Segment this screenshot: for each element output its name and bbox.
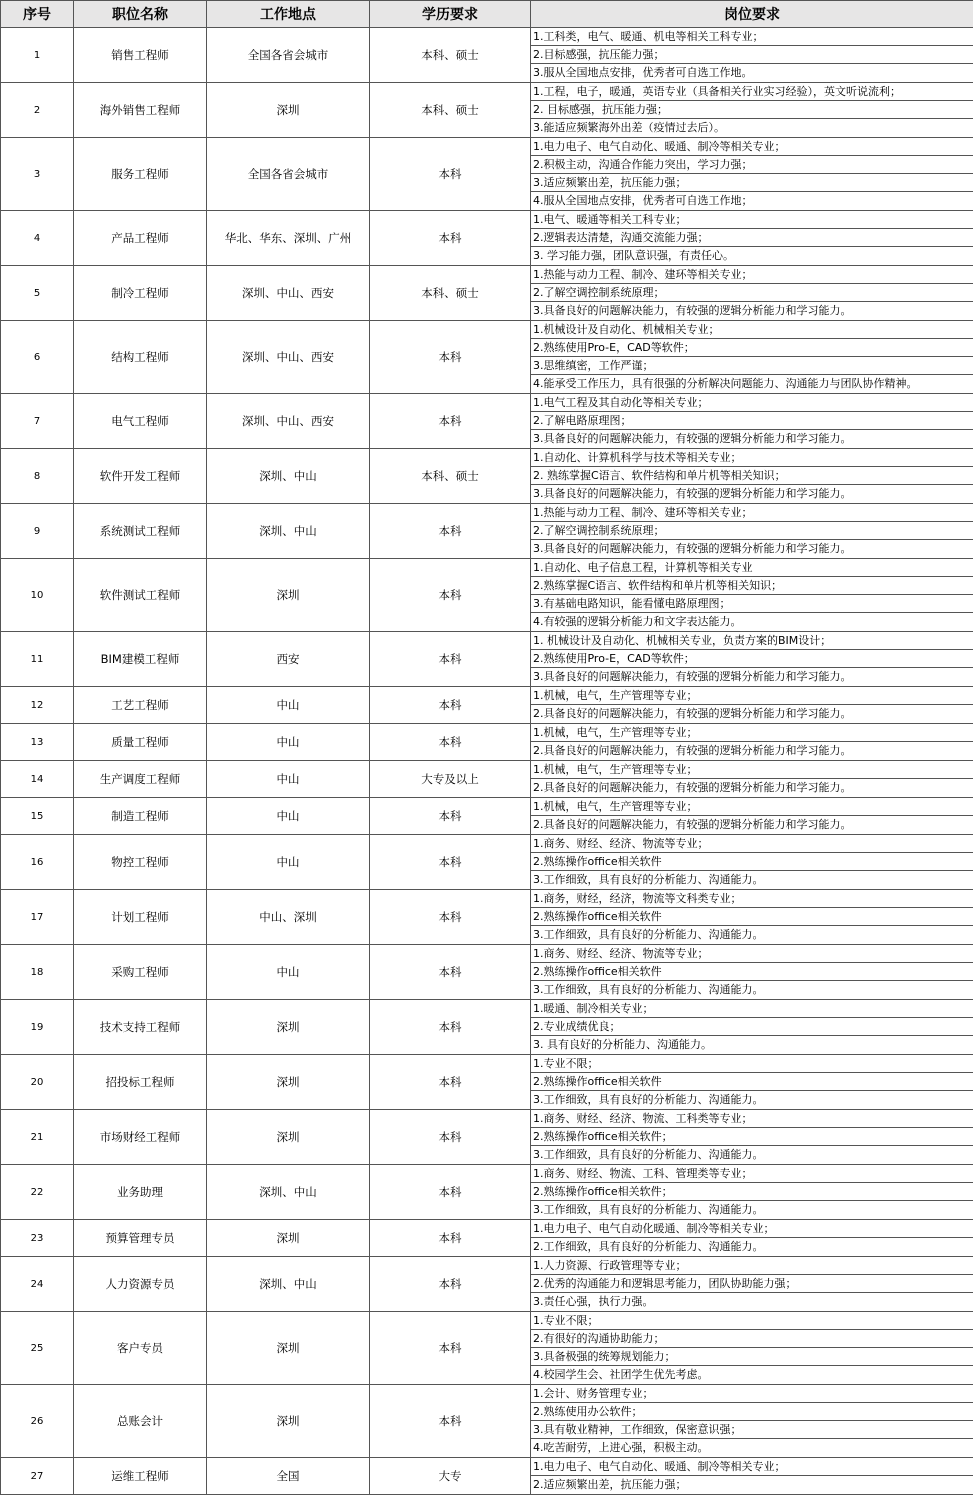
- cell-title: 服务工程师: [74, 138, 207, 211]
- table-row: [1, 1312, 973, 1385]
- cell-location: 中山: [207, 724, 370, 761]
- cell-requirements: [531, 138, 973, 211]
- cell-title: 工艺工程师: [74, 687, 207, 724]
- requirement-line: 1.机械，电气，生产管理等专业；: [531, 724, 973, 742]
- cell-title: 物控工程师: [74, 835, 207, 890]
- table-row: [1, 945, 973, 1000]
- cell-education: 大专: [370, 1458, 531, 1495]
- cell-num: 3: [1, 138, 74, 211]
- cell-location: 华北、华东、深圳、广州: [207, 211, 370, 266]
- requirement-line: 3.能适应频繁海外出差（疫情过去后）。: [531, 119, 973, 137]
- cell-title: 产品工程师: [74, 211, 207, 266]
- requirement-line: 1.商务、财经、物流、工科、管理类等专业；: [531, 1165, 973, 1183]
- requirement-line: 3.工作细致，具有良好的分析能力、沟通能力。: [531, 1146, 973, 1164]
- requirement-line: 1.暖通、制冷相关专业；: [531, 1000, 973, 1018]
- cell-location: 中山: [207, 687, 370, 724]
- table-row: [1, 1000, 973, 1055]
- requirement-line: 3.具备良好的问题解决能力，有较强的逻辑分析能力和学习能力。: [531, 430, 973, 448]
- table-row: [1, 138, 973, 211]
- cell-requirements: [531, 1165, 973, 1220]
- requirement-line: 3.具有敬业精神，工作细致，保密意识强；: [531, 1421, 973, 1439]
- table-row: [1, 798, 973, 835]
- cell-education: 本科: [370, 1312, 531, 1385]
- cell-education: 本科: [370, 687, 531, 724]
- cell-education: 本科: [370, 559, 531, 632]
- requirement-line: 1.专业不限；: [531, 1312, 973, 1330]
- cell-requirements: [531, 394, 973, 449]
- cell-title: 质量工程师: [74, 724, 207, 761]
- table-body: [1, 28, 973, 1495]
- cell-location: 深圳: [207, 1312, 370, 1385]
- cell-title: BIM建模工程师: [74, 632, 207, 687]
- cell-num: 1: [1, 28, 74, 83]
- header-education: 学历要求: [370, 1, 531, 28]
- cell-education: 本科: [370, 1385, 531, 1458]
- cell-location: 深圳、中山、西安: [207, 266, 370, 321]
- cell-requirements: [531, 724, 973, 761]
- cell-title: 制造工程师: [74, 798, 207, 835]
- cell-title: 销售工程师: [74, 28, 207, 83]
- cell-requirements: [531, 1312, 973, 1385]
- requirement-line: 1.电气、暖通等相关工科专业；: [531, 211, 973, 229]
- cell-num: 6: [1, 321, 74, 394]
- cell-education: 本科: [370, 798, 531, 835]
- cell-education: 本科: [370, 211, 531, 266]
- cell-requirements: [531, 761, 973, 798]
- cell-title: 制冷工程师: [74, 266, 207, 321]
- cell-num: 15: [1, 798, 74, 835]
- cell-requirements: [531, 559, 973, 632]
- requirement-line: 2.专业成绩优良；: [531, 1018, 973, 1036]
- table-row: [1, 1385, 973, 1458]
- requirement-line: 1.机械，电气，生产管理等专业；: [531, 798, 973, 816]
- cell-location: 深圳、中山: [207, 504, 370, 559]
- cell-education: 本科、硕士: [370, 28, 531, 83]
- requirement-line: 2.熟练掌握C语言、软件结构和单片机等相关知识；: [531, 577, 973, 595]
- cell-education: 本科: [370, 724, 531, 761]
- requirement-line: 1.商务，财经，经济，物流等文科类专业；: [531, 890, 973, 908]
- requirement-line: 4.服从全国地点安排，优秀者可自选工作地；: [531, 192, 973, 210]
- requirement-line: 3.服从全国地点安排，优秀者可自选工作地。: [531, 64, 973, 82]
- table-row: [1, 211, 973, 266]
- requirement-line: 1.商务、财经、经济、物流等专业；: [531, 945, 973, 963]
- table-row: [1, 724, 973, 761]
- requirement-line: 2.目标感强，抗压能力强；: [531, 46, 973, 64]
- requirement-line: 4.能承受工作压力，具有很强的分析解决问题能力、沟通能力与团队协作精神。: [531, 375, 973, 393]
- requirement-line: 1.自动化、电子信息工程，计算机等相关专业: [531, 559, 973, 577]
- requirement-line: 1.热能与动力工程、制冷、建环等相关专业；: [531, 504, 973, 522]
- table-row: [1, 1220, 973, 1257]
- cell-num: 22: [1, 1165, 74, 1220]
- header-num: 序号: [1, 1, 74, 28]
- requirement-line: 2.熟练使用Pro-E，CAD等软件；: [531, 339, 973, 357]
- table-row: [1, 449, 973, 504]
- cell-requirements: [531, 1458, 973, 1495]
- cell-location: 深圳: [207, 1110, 370, 1165]
- cell-title: 生产调度工程师: [74, 761, 207, 798]
- requirement-line: 1.电气工程及其自动化等相关专业；: [531, 394, 973, 412]
- requirement-line: 4.校园学生会、社团学生优先考虑。: [531, 1366, 973, 1384]
- requirement-line: 1.电力电子、电气自动化暖通、制冷等相关专业；: [531, 1220, 973, 1238]
- cell-education: 本科: [370, 504, 531, 559]
- table-row: [1, 1165, 973, 1220]
- requirement-line: 2.具备良好的问题解决能力，有较强的逻辑分析能力和学习能力。: [531, 742, 973, 760]
- requirement-line: 2.熟练操作office相关软件；: [531, 1128, 973, 1146]
- cell-requirements: [531, 945, 973, 1000]
- cell-title: 招投标工程师: [74, 1055, 207, 1110]
- requirement-line: 3.工作细致，具有良好的分析能力、沟通能力。: [531, 926, 973, 944]
- requirement-line: 2.熟练操作office相关软件: [531, 853, 973, 871]
- cell-location: 深圳、中山: [207, 1165, 370, 1220]
- cell-location: 深圳: [207, 1055, 370, 1110]
- cell-requirements: [531, 1055, 973, 1110]
- requirement-line: 1.机械，电气，生产管理等专业；: [531, 761, 973, 779]
- cell-location: 深圳: [207, 1000, 370, 1055]
- cell-title: 预算管理专员: [74, 1220, 207, 1257]
- table-row: [1, 1110, 973, 1165]
- cell-title: 软件测试工程师: [74, 559, 207, 632]
- table-row: [1, 266, 973, 321]
- requirement-line: 3.具备良好的问题解决能力，有较强的逻辑分析能力和学习能力。: [531, 540, 973, 558]
- table-row: [1, 1458, 973, 1495]
- requirement-line: 2.熟练使用Pro-E，CAD等软件；: [531, 650, 973, 668]
- cell-num: 12: [1, 687, 74, 724]
- requirement-line: 2.有很好的沟通协助能力；: [531, 1330, 973, 1348]
- requirement-line: 4.吃苦耐劳，上进心强，积极主动。: [531, 1439, 973, 1457]
- cell-location: 深圳、中山、西安: [207, 321, 370, 394]
- requirement-line: 3.有基础电路知识，能看懂电路原理图；: [531, 595, 973, 613]
- header-requirements: 岗位要求: [531, 1, 973, 28]
- cell-location: 全国各省会城市: [207, 138, 370, 211]
- cell-education: 本科: [370, 1220, 531, 1257]
- cell-education: 本科: [370, 1055, 531, 1110]
- table-row: [1, 321, 973, 394]
- cell-education: 本科: [370, 945, 531, 1000]
- requirement-line: 1.会计、财务管理专业；: [531, 1385, 973, 1403]
- cell-num: 10: [1, 559, 74, 632]
- table-row: [1, 83, 973, 138]
- requirement-line: 1.自动化、计算机科学与技术等相关专业；: [531, 449, 973, 467]
- cell-title: 海外销售工程师: [74, 83, 207, 138]
- cell-location: 中山: [207, 798, 370, 835]
- cell-education: 本科: [370, 321, 531, 394]
- requirement-line: 2.优秀的沟通能力和逻辑思考能力，团队协助能力强；: [531, 1275, 973, 1293]
- cell-title: 采购工程师: [74, 945, 207, 1000]
- cell-requirements: [531, 321, 973, 394]
- cell-num: 7: [1, 394, 74, 449]
- requirement-line: 2. 熟练掌握C语言、软件结构和单片机等相关知识；: [531, 467, 973, 485]
- requirement-line: 1.电力电子、电气自动化、暖通、制冷等相关专业；: [531, 1458, 973, 1476]
- requirement-line: 3.具备良好的问题解决能力，有较强的逻辑分析能力和学习能力。: [531, 302, 973, 320]
- requirement-line: 3.工作细致，具有良好的分析能力、沟通能力。: [531, 871, 973, 889]
- cell-num: 20: [1, 1055, 74, 1110]
- cell-location: 深圳: [207, 559, 370, 632]
- cell-requirements: [531, 835, 973, 890]
- requirement-line: 3.具备极强的统筹规划能力；: [531, 1348, 973, 1366]
- requirement-line: 1.商务、财经、经济、物流等专业；: [531, 835, 973, 853]
- cell-location: 中山: [207, 761, 370, 798]
- header-location: 工作地点: [207, 1, 370, 28]
- cell-requirements: [531, 1385, 973, 1458]
- cell-education: 本科: [370, 1165, 531, 1220]
- cell-education: 本科、硕士: [370, 83, 531, 138]
- requirement-line: 1.电力电子、电气自动化、暖通、制冷等相关专业；: [531, 138, 973, 156]
- cell-num: 4: [1, 211, 74, 266]
- table-row: [1, 504, 973, 559]
- cell-requirements: [531, 83, 973, 138]
- cell-num: 27: [1, 1458, 74, 1495]
- table-row: [1, 28, 973, 83]
- requirement-line: 1.商务、财经、经济、物流、工科类等专业；: [531, 1110, 973, 1128]
- cell-num: 11: [1, 632, 74, 687]
- cell-requirements: [531, 1110, 973, 1165]
- requirement-line: 2.熟练操作office相关软件: [531, 908, 973, 926]
- cell-title: 软件开发工程师: [74, 449, 207, 504]
- cell-location: 深圳: [207, 1220, 370, 1257]
- cell-requirements: [531, 266, 973, 321]
- requirement-line: 2.熟练操作office相关软件；: [531, 1183, 973, 1201]
- cell-requirements: [531, 1257, 973, 1312]
- table-row: [1, 394, 973, 449]
- cell-num: 5: [1, 266, 74, 321]
- cell-location: 深圳: [207, 83, 370, 138]
- requirement-line: 2.了解空调控制系统原理；: [531, 522, 973, 540]
- table-row: [1, 632, 973, 687]
- cell-education: 本科、硕士: [370, 266, 531, 321]
- cell-num: 19: [1, 1000, 74, 1055]
- requirement-line: 1.专业不限；: [531, 1055, 973, 1073]
- requirement-line: 2.适应频繁出差，抗压能力强；: [531, 1476, 973, 1494]
- header-row: [1, 1, 973, 28]
- cell-title: 电气工程师: [74, 394, 207, 449]
- cell-location: 全国: [207, 1458, 370, 1495]
- requirement-line: 1. 机械设计及自动化、机械相关专业，负责方案的BIM设计；: [531, 632, 973, 650]
- requirement-line: 2.积极主动，沟通合作能力突出，学习力强；: [531, 156, 973, 174]
- requirement-line: 3.具备良好的问题解决能力，有较强的逻辑分析能力和学习能力。: [531, 485, 973, 503]
- requirement-line: 2.具备良好的问题解决能力，有较强的逻辑分析能力和学习能力。: [531, 816, 973, 834]
- requirement-line: 3.具备良好的问题解决能力，有较强的逻辑分析能力和学习能力。: [531, 668, 973, 686]
- cell-title: 计划工程师: [74, 890, 207, 945]
- requirement-line: 3.责任心强，执行力强。: [531, 1293, 973, 1311]
- cell-num: 13: [1, 724, 74, 761]
- cell-title: 人力资源专员: [74, 1257, 207, 1312]
- cell-requirements: [531, 1220, 973, 1257]
- cell-location: 全国各省会城市: [207, 28, 370, 83]
- requirement-line: 2.熟练操作office相关软件: [531, 963, 973, 981]
- requirement-line: 2.了解空调控制系统原理；: [531, 284, 973, 302]
- requirement-line: 2. 目标感强，抗压能力强；: [531, 101, 973, 119]
- table-header: [1, 1, 973, 28]
- table-row: [1, 559, 973, 632]
- cell-location: 深圳: [207, 1385, 370, 1458]
- cell-num: 9: [1, 504, 74, 559]
- requirement-line: 3.适应频繁出差，抗压能力强；: [531, 174, 973, 192]
- cell-requirements: [531, 1000, 973, 1055]
- cell-location: 深圳、中山: [207, 1257, 370, 1312]
- requirement-line: 1.工程，电子，暖通，英语专业（具备相关行业实习经验），英文听说流利；: [531, 83, 973, 101]
- cell-title: 市场财经工程师: [74, 1110, 207, 1165]
- cell-title: 技术支持工程师: [74, 1000, 207, 1055]
- cell-requirements: [531, 449, 973, 504]
- header-title: 职位名称: [74, 1, 207, 28]
- requirement-line: 2.工作细致，具有良好的分析能力、沟通能力。: [531, 1238, 973, 1256]
- requirement-line: 4.有较强的逻辑分析能力和文字表达能力。: [531, 613, 973, 631]
- requirement-line: 1.机械设计及自动化、机械相关专业；: [531, 321, 973, 339]
- requirement-line: 3. 学习能力强，团队意识强，有责任心。: [531, 247, 973, 265]
- cell-num: 14: [1, 761, 74, 798]
- cell-requirements: [531, 798, 973, 835]
- cell-requirements: [531, 504, 973, 559]
- cell-location: 深圳、中山、西安: [207, 394, 370, 449]
- requirement-line: 2.逻辑表达清楚，沟通交流能力强；: [531, 229, 973, 247]
- requirement-line: 1.人力资源、行政管理等专业；: [531, 1257, 973, 1275]
- requirement-line: 1.工科类，电气、暖通、机电等相关工科专业；: [531, 28, 973, 46]
- cell-location: 西安: [207, 632, 370, 687]
- table-row: [1, 890, 973, 945]
- cell-num: 24: [1, 1257, 74, 1312]
- cell-title: 业务助理: [74, 1165, 207, 1220]
- requirement-line: 3.工作细致，具有良好的分析能力、沟通能力。: [531, 981, 973, 999]
- cell-num: 18: [1, 945, 74, 1000]
- cell-requirements: [531, 890, 973, 945]
- cell-title: 结构工程师: [74, 321, 207, 394]
- cell-num: 17: [1, 890, 74, 945]
- requirement-line: 2.具备良好的问题解决能力，有较强的逻辑分析能力和学习能力。: [531, 779, 973, 797]
- cell-education: 本科、硕士: [370, 449, 531, 504]
- cell-num: 23: [1, 1220, 74, 1257]
- cell-education: 本科: [370, 1000, 531, 1055]
- cell-num: 21: [1, 1110, 74, 1165]
- cell-location: 中山、深圳: [207, 890, 370, 945]
- cell-num: 8: [1, 449, 74, 504]
- cell-requirements: [531, 211, 973, 266]
- cell-education: 本科: [370, 835, 531, 890]
- cell-location: 深圳、中山: [207, 449, 370, 504]
- cell-location: 中山: [207, 835, 370, 890]
- cell-education: 本科: [370, 394, 531, 449]
- cell-requirements: [531, 687, 973, 724]
- cell-num: 16: [1, 835, 74, 890]
- table-row: [1, 687, 973, 724]
- requirement-line: 2.具备良好的问题解决能力，有较强的逻辑分析能力和学习能力。: [531, 705, 973, 723]
- requirement-line: 3.思维缜密，工作严谨；: [531, 357, 973, 375]
- cell-requirements: [531, 28, 973, 83]
- cell-location: 中山: [207, 945, 370, 1000]
- cell-education: 本科: [370, 138, 531, 211]
- cell-num: 2: [1, 83, 74, 138]
- cell-title: 运维工程师: [74, 1458, 207, 1495]
- requirement-line: 3.工作细致，具有良好的分析能力、沟通能力。: [531, 1091, 973, 1109]
- cell-num: 25: [1, 1312, 74, 1385]
- cell-education: 本科: [370, 1257, 531, 1312]
- cell-education: 本科: [370, 1110, 531, 1165]
- table-row: [1, 1257, 973, 1312]
- cell-requirements: [531, 632, 973, 687]
- requirement-line: 1.机械，电气，生产管理等专业；: [531, 687, 973, 705]
- cell-num: 26: [1, 1385, 74, 1458]
- table-row: [1, 1055, 973, 1110]
- requirement-line: 1.热能与动力工程、制冷、建环等相关专业；: [531, 266, 973, 284]
- cell-education: 本科: [370, 890, 531, 945]
- cell-title: 客户专员: [74, 1312, 207, 1385]
- cell-education: 大专及以上: [370, 761, 531, 798]
- cell-title: 总账会计: [74, 1385, 207, 1458]
- table-row: [1, 761, 973, 798]
- requirement-line: 3. 具有良好的分析能力、沟通能力。: [531, 1036, 973, 1054]
- table-row: [1, 835, 973, 890]
- cell-title: 系统测试工程师: [74, 504, 207, 559]
- requirement-line: 2.熟练操作office相关软件: [531, 1073, 973, 1091]
- requirement-line: 3.工作细致，具有良好的分析能力、沟通能力。: [531, 1201, 973, 1219]
- cell-education: 本科: [370, 632, 531, 687]
- requirement-line: 2.熟练使用办公软件；: [531, 1403, 973, 1421]
- requirement-line: 2.了解电路原理图；: [531, 412, 973, 430]
